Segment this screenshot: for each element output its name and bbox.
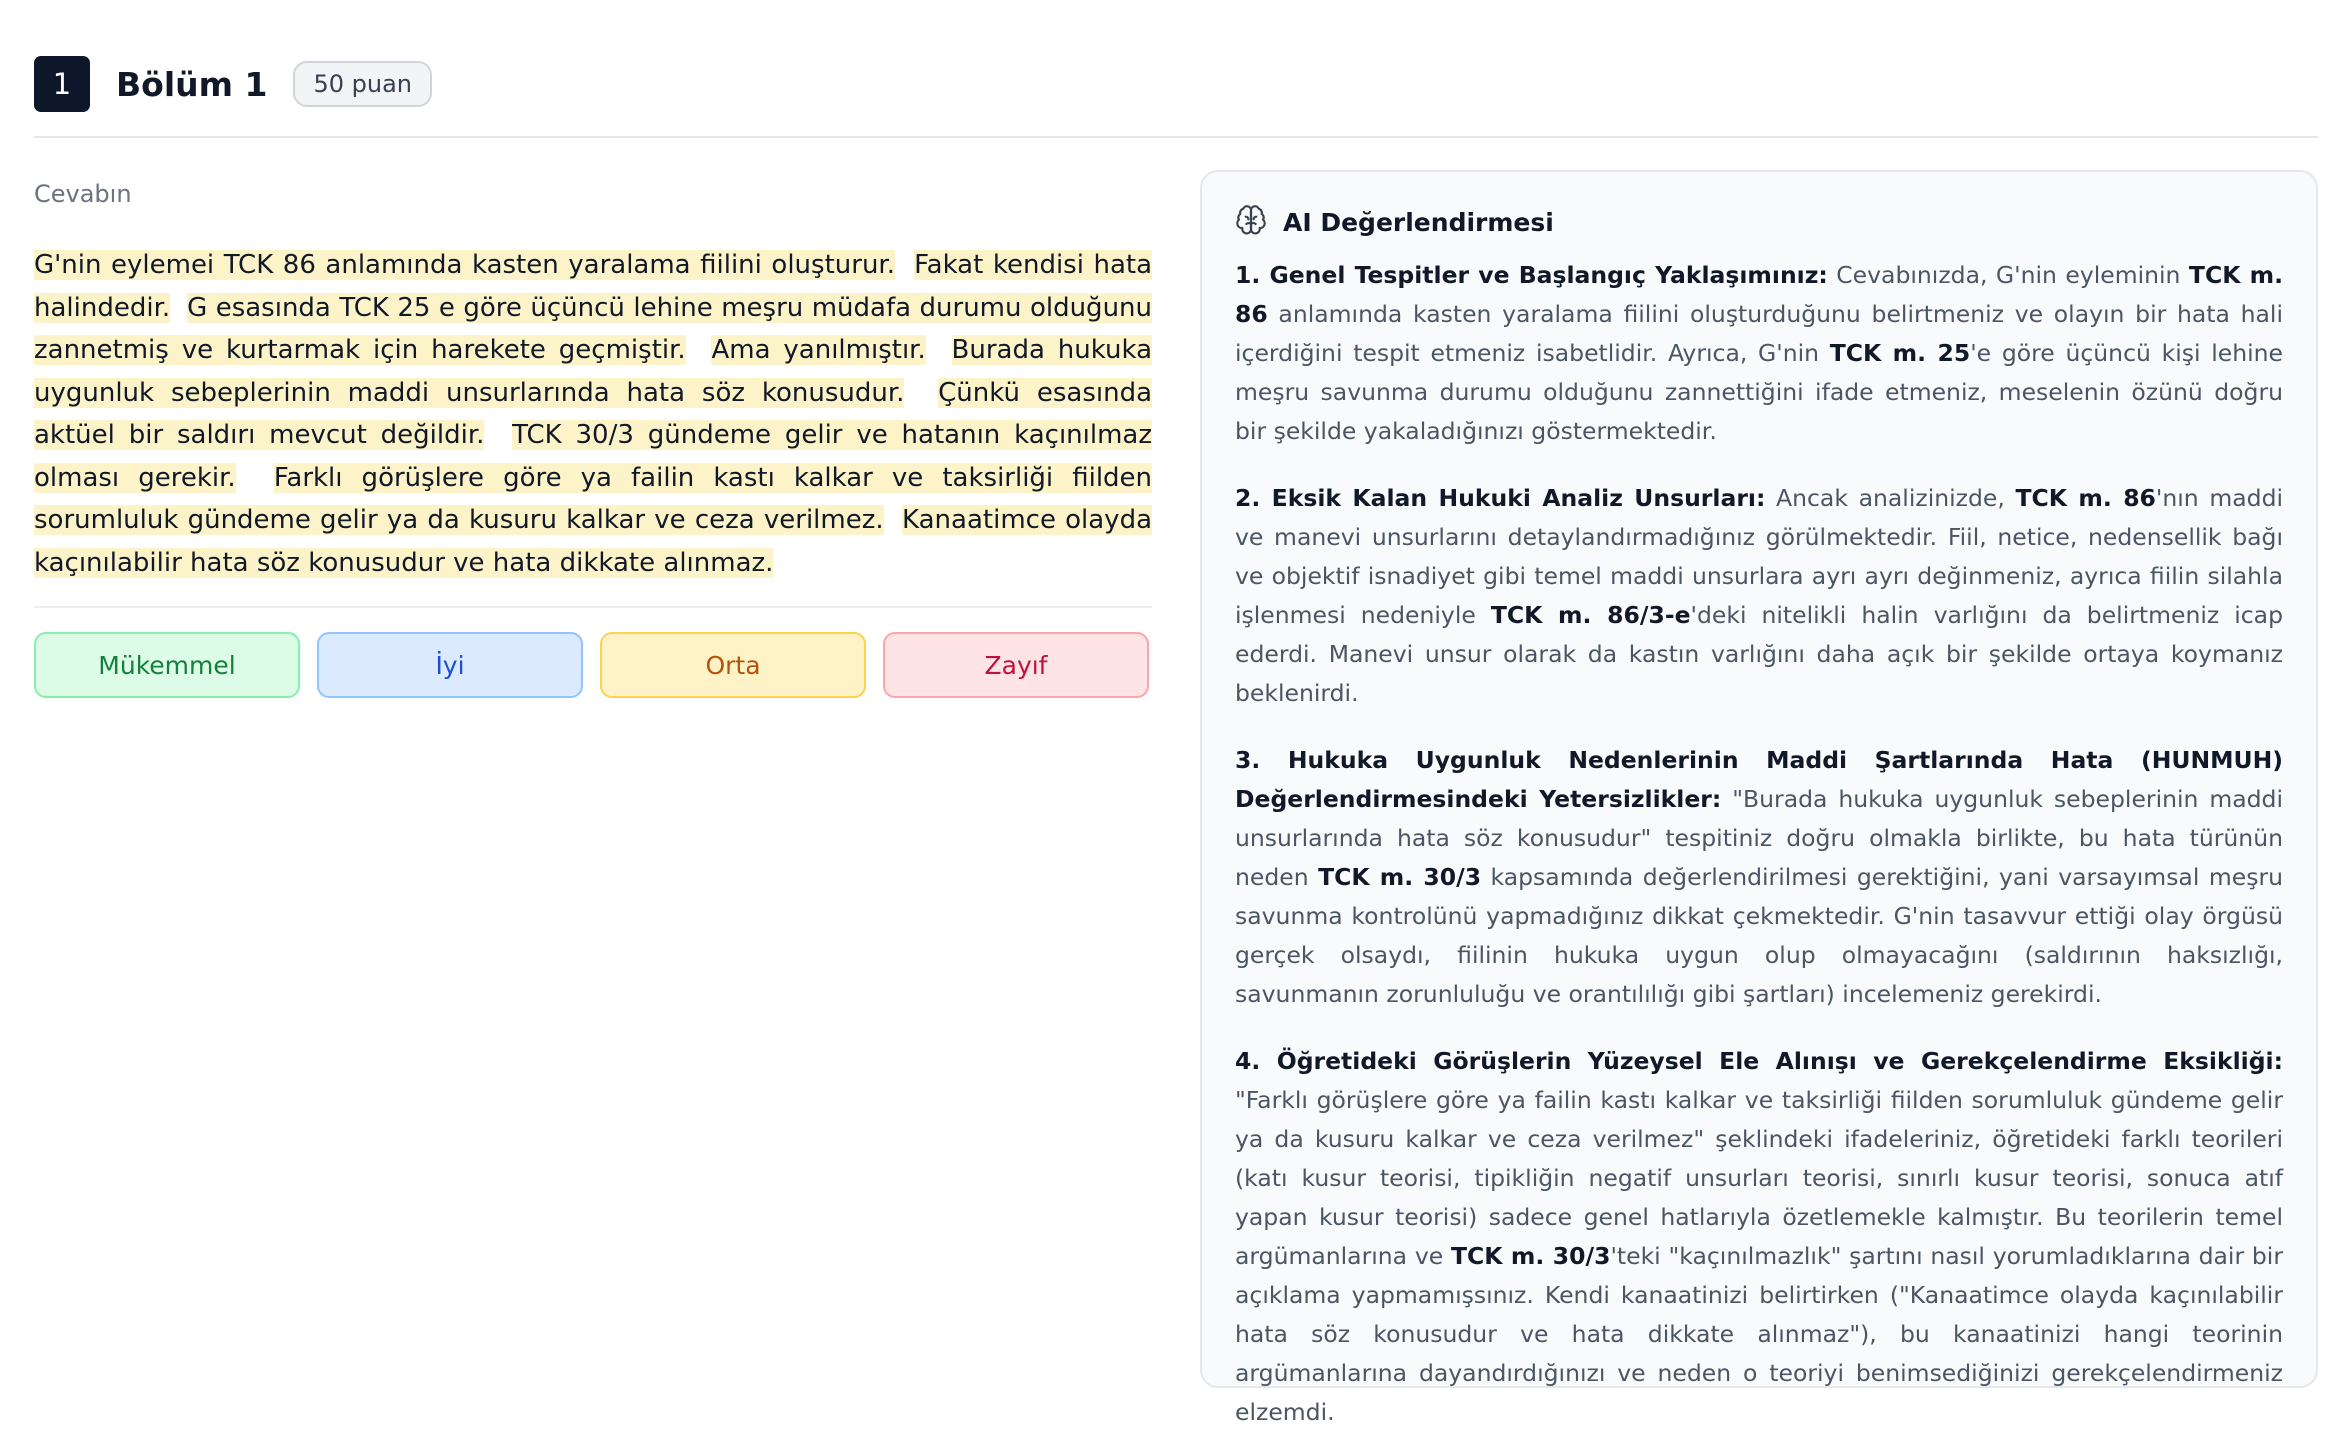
feedback-text: 'deki nitelikli halin varlığını da belirtmeniz icap ederdi. Manevi unsur olarak da kastın varlığını daha açık bir şekilde ortaya koymanız beklenirdi. <box>1235 601 2283 707</box>
section-number-badge: 1 <box>34 56 90 112</box>
feedback-text: 'e göre üçüncü kişi lehine meşru savunma durumu olduğunu zannettiğini ifade etmeniz, meselenin özünü doğru bir şekilde yakaladığınızı göstermektedir. <box>1235 339 2283 445</box>
feedback-paragraph <box>1235 1042 2283 1432</box>
brain-icon <box>1235 204 1267 240</box>
answer-sentence[interactable]: G'nin eylemei TCK 86 anlamında kasten yaralama fiilini oluşturur. <box>34 250 895 280</box>
feedback-text: Ancak analizinizde, <box>1765 484 2016 512</box>
feedback-text: 'teki "kaçınılmazlık" şartını nasıl yorumladıklarına dair bir açıklama yapmamışsınız. Kendi kanaatinizi belirtirken ("Kanaatimce olayda kaçınılabilir hata söz konusudur ve hata dikkate alınmaz"), bu kanaatinizi hangi teorinin argümanlarına dayandırdığınızı ve neden o teoriyi benimsediğinizi gerekçelendirmeniz elzemdi. <box>1235 1242 2283 1426</box>
grade-weak-button[interactable]: Zayıf <box>883 632 1149 698</box>
ai-feedback <box>1235 256 2283 1432</box>
answer-sentence[interactable]: Ama yanılmıştır. <box>711 335 926 365</box>
answer-sentence[interactable]: TCK 30/3 gündeme gelir ve hatanın kaçınılmaz olması gerekir. <box>34 420 1152 493</box>
law-reference: TCK m. 30/3 <box>1450 1242 1611 1270</box>
feedback-text: 'nın maddi ve manevi unsurlarını detaylandırmadığınız görülmektedir. Fiil, netice, nedensellik bağı ve objektif isnadiyet gibi temel maddi unsurlara ayrı ayrı değinmeniz, ayrıca fiilin silahla işlenmesi nedeniyle <box>1235 484 2284 629</box>
header-divider <box>34 136 2318 138</box>
feedback-text: "Farklı görüşlere göre ya failin kastı kalkar ve taksirliği fiilden sorumluluk gündeme gelir ya da kusuru kalkar ve ceza verilmez" şeklindeki ifadeleriniz, öğretideki farklı teorileri (katı kusur teorisi, tipikliğin negatif unsurları teorisi, sınırlı kusur teorisi, sonuca atıf yapan kusur teorisi) sadece genel hatlarıyla özetlemekle kalmıştır. Bu teorilerin temel argümanlarına ve <box>1235 1086 2283 1270</box>
ai-evaluation-panel <box>1200 170 2318 1426</box>
grade-buttons <box>34 632 1152 698</box>
grade-average-button[interactable]: Orta <box>600 632 866 698</box>
ai-panel-header <box>1235 202 2283 242</box>
answer-sentence[interactable]: Farklı görüşlere göre ya failin kastı kalkar ve taksirliği fiilden sorumluluk gündeme gelir ya da kusuru kalkar ve ceza verilmez. <box>34 462 1153 535</box>
grade-good-button[interactable]: İyi <box>317 632 583 698</box>
feedback-text: kapsamında değerlendirilmesi gerektiğini, yani varsayımsal meşru savunma kontrolünü yapmadığınız dikkat çekmektedir. G'nin tasavvur ettiği olay örgüsü gerçek olsaydı, fiilinin hukuka uygun olup olmayacağını (saldırının haksızlığı, savunmanın zorunluluğu ve orantılılığı gibi şartları) incelemeniz gerekirdi. <box>1235 863 2283 1008</box>
answer-column <box>34 180 1152 698</box>
feedback-paragraph <box>1235 479 2283 713</box>
feedback-text: anlamında kasten yaralama fiilini oluşturduğunu belirtmeniz ve olayın bir hata hali içerdiğini tespit etmeniz isabetlidir. Ayrıca, G'nin <box>1235 300 2283 367</box>
points-badge: 50 puan <box>293 61 432 107</box>
feedback-text: Cevabınızda, G'nin eyleminin <box>1827 261 2189 289</box>
answer-sentence[interactable]: Kanaatimce olayda kaçınılabilir hata söz konusudur ve hata dikkate alınmaz. <box>34 505 1153 578</box>
law-reference: TCK m. 86 <box>1235 261 2283 328</box>
feedback-heading: 1. Genel Tespitler ve Başlangıç Yaklaşımınız: <box>1235 261 1828 289</box>
ai-panel-title: AI Değerlendirmesi <box>1283 207 1554 237</box>
law-reference: TCK m. 86 <box>2015 484 2156 512</box>
answer-sentence[interactable]: Burada hukuka uygunluk sebeplerinin maddi unsurlarında hata söz konusudur. <box>34 335 1153 408</box>
section-title: Bölüm 1 <box>116 64 268 104</box>
grade-excellent-button[interactable]: Mükemmel <box>34 632 300 698</box>
answer-sentence[interactable]: Fakat kendisi hata halindedir. <box>34 250 1153 323</box>
feedback-heading: 4. Öğretideki Görüşlerin Yüzeysel Ele Alınışı ve Gerekçelendirme Eksikliği: <box>1235 1047 2283 1075</box>
feedback-text: "Burada hukuka uygunluk sebeplerinin maddi unsurlarında hata söz konusudur" tespitiniz doğru olmakla birlikte, bu hata türünün neden <box>1235 785 2284 891</box>
section-header <box>34 56 432 112</box>
feedback-paragraph <box>1235 256 2283 451</box>
answer-sentence[interactable]: G esasında TCK 25 e göre üçüncü lehine meşru müdafa durumu olduğunu zannetmiş ve kurtarmak için harekete geçmiştir. <box>34 292 1153 365</box>
feedback-paragraph <box>1235 741 2283 1014</box>
answer-sentence[interactable]: Çünkü esasında aktüel bir saldırı mevcut değildir. <box>34 377 1152 450</box>
answer-label: Cevabın <box>34 180 132 208</box>
law-reference: TCK m. 25 <box>1829 339 1971 367</box>
feedback-heading: 2. Eksik Kalan Hukuki Analiz Unsurları: <box>1235 484 1766 512</box>
answer-divider <box>34 606 1152 608</box>
feedback-heading: 3. Hukuka Uygunluk Nedenlerinin Maddi Şartlarında Hata (HUNMUH) Değerlendirmesindeki Yetersizlikler: <box>1235 746 2283 813</box>
answer-text <box>34 244 1152 584</box>
law-reference: TCK m. 30/3 <box>1318 863 1482 891</box>
law-reference: TCK m. 86/3-e <box>1490 601 1691 629</box>
